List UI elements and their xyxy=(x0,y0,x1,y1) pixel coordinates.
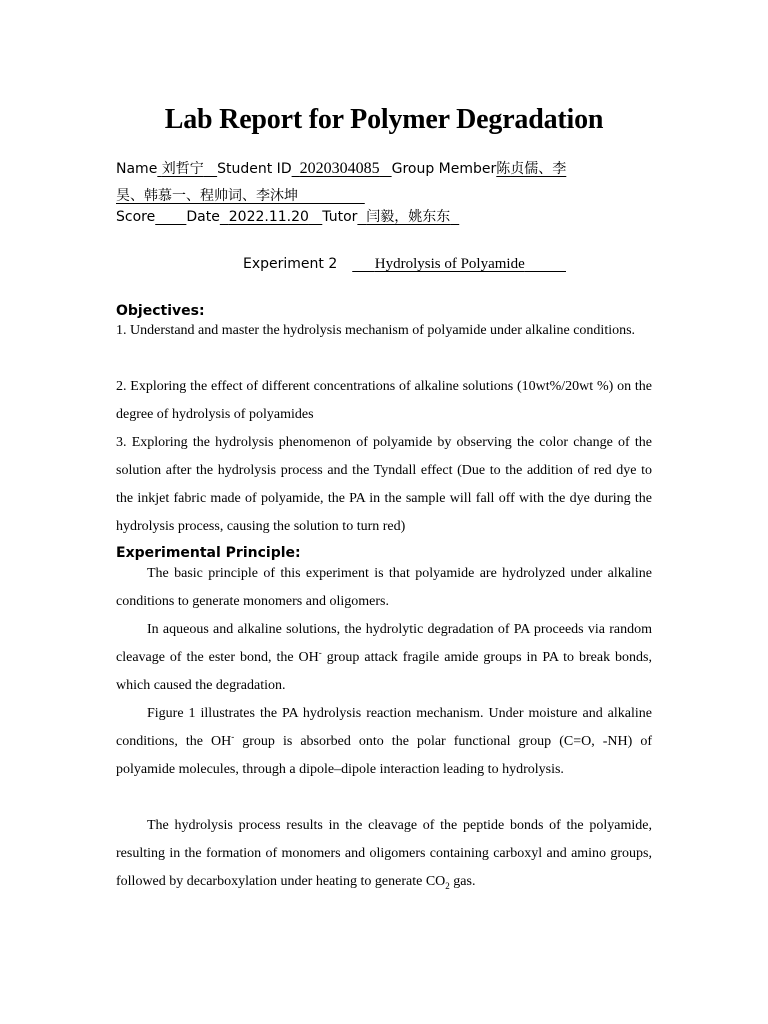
name-value: 刘哲宁 xyxy=(161,161,204,177)
p3-text-a: Figure 1 illustrates the PA hydrolysis reaction mechanism. Under moisture and alkaline conditions, the OH xyxy=(116,706,652,749)
tutor-field xyxy=(357,209,459,225)
header-line-3 xyxy=(116,206,459,226)
principle-paragraph-1: The basic principle of this experiment is that polyamide are hydrolyzed under alkaline conditions to generate monomers and oligomers. xyxy=(116,566,652,609)
principle-paragraph-3 xyxy=(116,700,652,784)
student-id-field xyxy=(292,160,392,177)
name-label: Name xyxy=(116,161,158,177)
group-members-part1: 陈贞儒、李 xyxy=(496,161,567,177)
p3-text-b: group is absorbed onto the polar functional group (C=O, -NH) of polyamide molecules, through a dipole–dipole interaction leading to hydrolysis. xyxy=(116,734,652,777)
group-members-part2: 昊、韩慕一、程帅词、李沐坤 xyxy=(116,188,298,204)
score-field xyxy=(155,209,186,225)
date-field xyxy=(220,209,322,225)
score-label: Score xyxy=(116,209,156,225)
header-line-1 xyxy=(116,158,566,178)
principle-heading: Experimental Principle: xyxy=(116,545,301,561)
group-members-field xyxy=(116,188,365,204)
objectives-heading: Objectives: xyxy=(116,303,205,319)
objective-item-2: 2. Exploring the effect of different concentrations of alkaline solutions (10wt%/20wt %) on the degree of hydrolysis of polyamides xyxy=(116,379,652,422)
p4-text-a: The hydrolysis process results in the cleavage of the peptide bonds of the polyamide, resulting in the formation of monomers and oligomers containing carboxyl and amino groups, followed by decarboxylation under heating to generate CO xyxy=(116,818,652,889)
date-value: 2022.11.20 xyxy=(228,209,309,225)
p2-text-b: group attack fragile amide groups in PA to break bonds, which caused the degradation. xyxy=(116,650,652,693)
group-member-label: Group Member xyxy=(391,161,497,177)
p2-text-a: In aqueous and alkaline solutions, the hydrolytic degradation of PA proceeds via random cleavage of the ester bond, the OH xyxy=(116,622,652,665)
document-page xyxy=(116,0,652,1024)
report-title: Lab Report for Polymer Degradation xyxy=(164,104,604,135)
experiment-line xyxy=(243,256,566,273)
objective-item-1: 1. Understand and master the hydrolysis mechanism of polyamide under alkaline conditions. xyxy=(116,323,636,338)
student-id-label: Student ID xyxy=(217,161,292,177)
experiment-title: Hydrolysis of Polyamide xyxy=(374,256,525,272)
principle-paragraph-4 xyxy=(116,812,652,896)
p4-subscript: 2 xyxy=(445,880,450,891)
experiment-label: Experiment 2 xyxy=(243,256,338,272)
p2-superscript: - xyxy=(318,647,322,658)
p4-text-b: gas. xyxy=(449,874,476,889)
date-label: Date xyxy=(186,209,220,225)
principle-paragraph-2 xyxy=(116,616,652,700)
tutor-label: Tutor xyxy=(322,209,358,225)
p3-superscript: - xyxy=(231,731,235,742)
experiment-title-field xyxy=(352,256,566,272)
name-field xyxy=(157,161,217,177)
tutor-value: 闫毅，姚东东 xyxy=(366,209,451,225)
student-id-value: 2020304085 xyxy=(299,160,380,177)
objective-item-3: 3. Exploring the hydrolysis phenomenon of polyamide by observing the color change of the solution after the hydrolysis process and the Tyndall effect (Due to the addition of red dye to the inkjet fabric made of polyamide, the PA in the sample will fall off with the dye during the hydrolysis process, causing the solution to turn red) xyxy=(116,435,652,534)
header-line-2 xyxy=(116,185,365,205)
